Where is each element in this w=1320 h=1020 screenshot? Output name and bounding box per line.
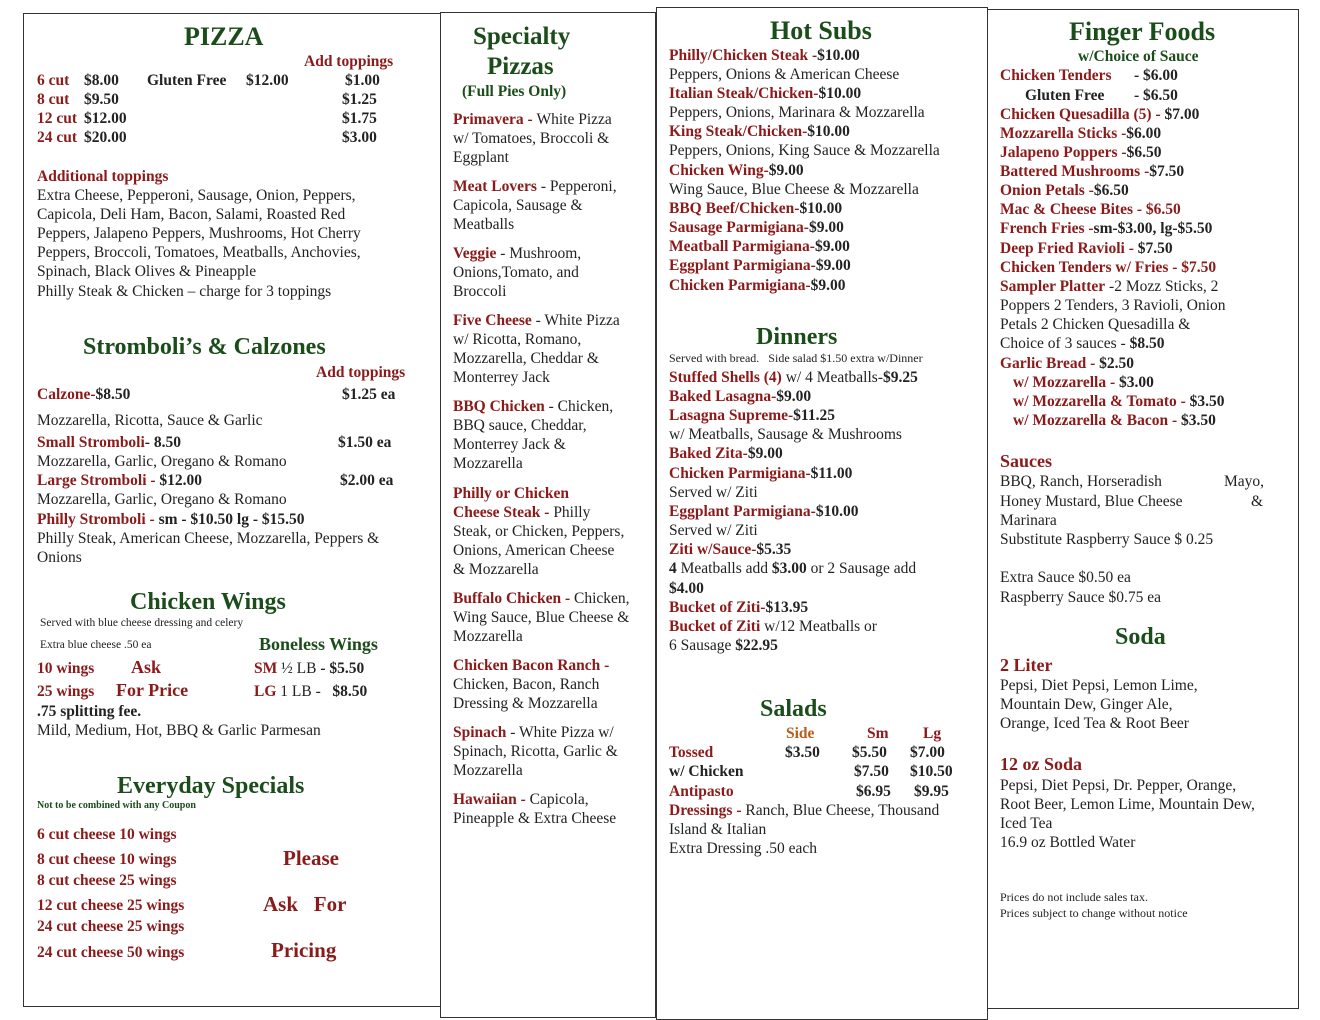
additional-toppings-line: Capicola, Deli Ham, Bacon, Salami, Roasted Red [37, 206, 346, 223]
small-stromboli-topping: $1.50 ea [338, 434, 392, 451]
pizza-size-price: $8.00 [84, 72, 119, 89]
specialty-item: Primavera - White Pizza [453, 111, 612, 128]
finger-item: Mac & Cheese Bites - $6.50 [1000, 201, 1181, 218]
salad-sm-price: $5.50 [852, 744, 887, 761]
finger-item: w/ Mozzarella & Tomato - $3.50 [1013, 393, 1225, 410]
sauces-line: & [1251, 493, 1264, 510]
small-stromboli-row: Small Stromboli- 8.50 [37, 434, 181, 451]
specialty-item: Meat Lovers - Pepperoni, [453, 178, 617, 195]
sauces-title: Sauces [1000, 451, 1053, 471]
finger-price: - $6.00 [1134, 67, 1178, 84]
dinner-item: Eggplant Parmigiana-$10.00 [669, 503, 859, 520]
additional-toppings-line: Philly Steak & Chicken – charge for 3 toppings [37, 283, 332, 300]
dinner-desc: 4 Meatballs add $3.00 or 2 Sausage add [669, 560, 917, 577]
pizza-size-cut: 12 cut [37, 110, 78, 127]
soda-line: 16.9 oz Bottled Water [1000, 834, 1136, 851]
dinner-item: Bucket of Ziti w/12 Meatballs or [669, 618, 877, 635]
wings-extra-note: Extra blue cheese .50 ea [40, 639, 152, 651]
tax-note: Prices do not include sales tax. [1000, 890, 1148, 904]
finger-item: Deep Fried Ravioli - $7.50 [1000, 240, 1173, 257]
sauces-line: Extra Sauce $0.50 ea [1000, 569, 1131, 586]
finger-item: Onion Petals -$6.50 [1000, 182, 1129, 199]
salad-sm-price: $7.50 [854, 763, 889, 780]
pizza-title: PIZZA [184, 22, 264, 51]
sub-item: Italian Steak/Chicken-$10.00 [669, 85, 862, 102]
specialty-item: BBQ Chicken - Chicken, [453, 398, 614, 415]
pizza-size-price: $9.50 [84, 91, 119, 108]
wings-ask: Ask [131, 657, 162, 677]
specialty-title-1: Specialty [473, 23, 571, 50]
finger-desc: Petals 2 Chicken Quesadilla & [1000, 316, 1191, 333]
specialty-subtitle: (Full Pies Only) [462, 83, 567, 100]
pizza-size-cut: 6 cut [37, 72, 70, 89]
soda-line: Iced Tea [1000, 815, 1053, 832]
specialty-item-line: Spinach, Ricotta, Garlic & [453, 743, 618, 760]
calzone-desc: Mozzarella, Ricotta, Sauce & Garlic [37, 412, 263, 429]
specialty-item-line: Cheese Steak - Philly [453, 504, 591, 521]
sauces-line: Raspberry Sauce $0.75 ea [1000, 589, 1161, 606]
specialty-item: Veggie - Mushroom, [453, 245, 582, 262]
large-stromboli-row: Large Stromboli - $12.00 [37, 472, 203, 489]
pizza-size-topping: $1.75 [342, 110, 377, 127]
dinner-item: Baked Zita-$9.00 [669, 445, 783, 462]
gluten-free-price: $12.00 [246, 72, 289, 89]
sub-item: Sausage Parmigiana-$9.00 [669, 219, 844, 236]
special-item: 8 cut cheese 25 wings [37, 872, 177, 889]
specials-title: Everyday Specials [117, 773, 305, 799]
additional-toppings-title: Additional toppings [37, 168, 169, 185]
sub-item: Eggplant Parmigiana-$9.00 [669, 257, 851, 274]
salad-dressings-line: Island & Italian [669, 821, 767, 838]
pizza-size-topping: $1.25 [342, 91, 377, 108]
dinner-desc: Served w/ Ziti [669, 522, 758, 539]
sub-desc: Peppers, Onions, King Sauce & Mozzarella [669, 142, 940, 159]
sauces-line: Mayo, [1224, 473, 1265, 490]
sub-item: Meatball Parmigiana-$9.00 [669, 238, 850, 255]
specialty-title-2: Pizzas [487, 53, 554, 80]
special-item: 24 cut cheese 50 wings [37, 944, 185, 961]
special-item: 8 cut cheese 10 wings [37, 851, 177, 868]
specialty-item: Philly or Chicken [453, 485, 569, 502]
soda-title: Soda [1115, 624, 1166, 650]
pizza-size-cut: 24 cut [37, 129, 78, 146]
additional-toppings-line: Extra Cheese, Pepperoni, Sausage, Onion, Peppers, [37, 187, 356, 204]
specialty-item: Spinach - White Pizza w/ [453, 724, 614, 741]
philly-stromboli-row: Philly Stromboli - sm - $10.50 lg - $15.50 [37, 511, 305, 528]
specialty-item-line: w/ Tomatoes, Broccoli & [453, 130, 610, 147]
pizza-size-price: $20.00 [84, 129, 127, 146]
special-item: 6 cut cheese 10 wings [37, 826, 177, 843]
finger-item: Gluten Free [1025, 87, 1105, 104]
large-stromboli-desc: Mozzarella, Garlic, Oregano & Romano [37, 491, 287, 508]
specialty-item: Hawaiian - Capicola, [453, 791, 589, 808]
specialty-item-line: Dressing & Mozzarella [453, 695, 598, 712]
soda-line: Mountain Dew, Ginger Ale, [1000, 696, 1173, 713]
philly-stromboli-desc: Philly Steak, American Cheese, Mozzarella, Peppers & [37, 530, 380, 547]
specialty-item-line: Steak, or Chicken, Peppers, [453, 523, 625, 540]
dinner-item: Stuffed Shells (4) w/ 4 Meatballs-$9.25 [669, 369, 918, 386]
sub-item: Philly/Chicken Steak -$10.00 [669, 47, 860, 64]
soda-line: Orange, Iced Tea & Root Beer [1000, 715, 1189, 732]
finger-title: Finger Foods [1069, 17, 1216, 46]
salads-header-side: Side [786, 725, 815, 742]
specialty-item-line: Mozzarella, Cheddar & [453, 350, 599, 367]
finger-item: Sampler Platter -2 Mozz Sticks, 2 [1000, 278, 1219, 295]
salad-extra-dressing: Extra Dressing .50 each [669, 840, 818, 857]
specialty-item: Five Cheese - White Pizza [453, 312, 620, 329]
finger-desc: Poppers 2 Tenders, 3 Ravioli, Onion [1000, 297, 1226, 314]
special-item: 12 cut cheese 25 wings [37, 897, 185, 914]
salad-lg-price: $9.95 [914, 783, 949, 800]
salads-title: Salads [760, 696, 827, 722]
wings-for-price: For Price [116, 680, 189, 700]
dinner-item: Lasagna Supreme-$11.25 [669, 407, 835, 424]
small-stromboli-desc: Mozzarella, Garlic, Oregano & Romano [37, 453, 287, 470]
specialty-item-line: Broccoli [453, 283, 507, 300]
specialty-item-line: Mozzarella [453, 455, 523, 472]
sub-item: Chicken Wing-$9.00 [669, 162, 804, 179]
specialty-item-line: BBQ sauce, Cheddar, [453, 417, 587, 434]
wings-10-label: 10 wings [37, 660, 95, 677]
sub-desc: Peppers, Onions, Marinara & Mozzarella [669, 104, 925, 121]
specialty-item-line: Meatballs [453, 216, 515, 233]
soda-line: Root Beer, Lemon Lime, Mountain Dew, [1000, 796, 1255, 813]
sauces-line: Marinara [1000, 512, 1057, 529]
pizza-size-cut: 8 cut [37, 91, 70, 108]
wings-25-label: 25 wings [37, 683, 95, 700]
specialty-item-line: Capicola, Sausage & [453, 197, 583, 214]
stromboli-add-toppings: Add toppings [316, 364, 406, 381]
salads-header-sm: Sm [867, 725, 889, 742]
boneless-lg-row: LG 1 LB - $8.50 [254, 683, 368, 700]
finger-item: Chicken Tenders [1000, 67, 1112, 84]
soda-line: Pepsi, Diet Pepsi, Dr. Pepper, Orange, [1000, 777, 1237, 794]
salad-name: w/ Chicken [669, 763, 744, 780]
finger-item: Chicken Quesadilla (5) - $7.00 [1000, 106, 1200, 123]
soda-line: Pepsi, Diet Pepsi, Lemon Lime, [1000, 677, 1198, 694]
wings-flavors: Mild, Medium, Hot, BBQ & Garlic Parmesan [37, 722, 321, 739]
wings-title: Chicken Wings [130, 589, 286, 615]
subs-title: Hot Subs [770, 16, 872, 45]
dinner-desc: 6 Sausage $22.95 [669, 637, 778, 654]
finger-price: - $6.50 [1134, 87, 1178, 104]
soda-12oz-title: 12 oz Soda [1000, 754, 1083, 774]
sub-desc: Peppers, Onions & American Cheese [669, 66, 900, 83]
specials-note: Not to be combined with any Coupon [37, 800, 196, 811]
dinner-item: Chicken Parmigiana-$11.00 [669, 465, 853, 482]
dinner-desc: w/ Meatballs, Sausage & Mushrooms [669, 426, 902, 443]
specialty-item-line: Pineapple & Extra Cheese [453, 810, 617, 827]
finger-item: Chicken Tenders w/ Fries - $7.50 [1000, 259, 1217, 276]
finger-item: French Fries -sm-$3.00, lg-$5.50 [1000, 220, 1213, 237]
dinners-note: Served with bread. Side salad $1.50 extra w/Dinner [669, 351, 923, 365]
soda-2liter-title: 2 Liter [1000, 655, 1053, 675]
salad-dressings: Dressings - Ranch, Blue Cheese, Thousand [669, 802, 940, 819]
specialty-item-line: Wing Sauce, Blue Cheese & [453, 609, 630, 626]
sauces-line: Substitute Raspberry Sauce $ 0.25 [1000, 531, 1214, 548]
dinner-item: Ziti w/Sauce-$5.35 [669, 541, 792, 558]
salad-sm-price: $6.95 [856, 783, 891, 800]
finger-item: Garlic Bread - $2.50 [1000, 355, 1135, 372]
specials-pricing: Pricing [271, 938, 337, 962]
salad-name: Tossed [669, 744, 714, 761]
boneless-sm-row: SM ½ LB - $5.50 [254, 660, 365, 677]
dinners-title: Dinners [756, 324, 838, 350]
finger-item: Mozzarella Sticks -$6.00 [1000, 125, 1162, 142]
sub-item: Chicken Parmigiana-$9.00 [669, 277, 846, 294]
sub-desc: Wing Sauce, Blue Cheese & Mozzarella [669, 181, 919, 198]
sauces-line: BBQ, Ranch, Horseradish [1000, 473, 1162, 490]
sub-item: King Steak/Chicken-$10.00 [669, 123, 850, 140]
boneless-wings-title: Boneless Wings [259, 634, 378, 654]
dinner-desc: $4.00 [669, 580, 704, 597]
dinner-item: Bucket of Ziti-$13.95 [669, 599, 809, 616]
wings-split-fee: .75 splitting fee. [37, 703, 142, 720]
additional-toppings-line: Peppers, Broccoli, Tomatoes, Meatballs, Anchovies, [37, 244, 361, 261]
finger-item: Battered Mushrooms -$7.50 [1000, 163, 1185, 180]
specialty-item-line: & Mozzarella [453, 561, 539, 578]
pizza-size-topping: $1.00 [345, 72, 380, 89]
additional-toppings-line: Peppers, Jalapeno Peppers, Mushrooms, Hot Cherry [37, 225, 361, 242]
salad-side-price: $3.50 [785, 744, 820, 761]
dinner-desc: Served w/ Ziti [669, 484, 758, 501]
pizza-size-price: $12.00 [84, 110, 127, 127]
specialty-item-line: Chicken, Bacon, Ranch [453, 676, 600, 693]
specialty-item-line: Onions, American Cheese [453, 542, 615, 559]
finger-item: Jalapeno Poppers -$6.50 [1000, 144, 1162, 161]
finger-item: w/ Mozzarella & Bacon - $3.50 [1013, 412, 1216, 429]
specialty-item-line: w/ Ricotta, Romano, [453, 331, 582, 348]
salad-lg-price: $10.50 [910, 763, 953, 780]
salads-header-lg: Lg [923, 725, 942, 742]
philly-stromboli-desc: Onions [37, 549, 82, 566]
specialty-item: Chicken Bacon Ranch - [453, 657, 610, 674]
gluten-free-label: Gluten Free [147, 72, 227, 89]
finger-item: w/ Mozzarella - $3.00 [1013, 374, 1154, 391]
special-item: 24 cut cheese 25 wings [37, 918, 185, 935]
finger-subtitle: w/Choice of Sauce [1078, 48, 1199, 65]
dinner-item: Baked Lasagna-$9.00 [669, 388, 812, 405]
salad-lg-price: $7.00 [910, 744, 945, 761]
additional-toppings-line: Spinach, Black Olives & Pineapple [37, 263, 257, 280]
specials-please: Please [283, 846, 339, 870]
sauces-line: Honey Mustard, Blue Cheese [1000, 493, 1183, 510]
wings-served-note: Served with blue cheese dressing and celery [40, 617, 244, 629]
calzone-topping: $1.25 ea [342, 386, 396, 403]
stromboli-title: Stromboli’s & Calzones [83, 334, 326, 360]
specialty-item: Buffalo Chicken - Chicken, [453, 590, 630, 607]
pizza-size-topping: $3.00 [342, 129, 377, 146]
specialty-item-line: Onions,Tomato, and [453, 264, 579, 281]
specialty-item-line: Eggplant [453, 149, 509, 166]
large-stromboli-topping: $2.00 ea [340, 472, 394, 489]
pizza-add-toppings: Add toppings [304, 53, 394, 70]
specialty-item-line: Monterrey Jack [453, 369, 550, 386]
change-note: Prices subject to change without notice [1000, 906, 1188, 920]
specials-ask-for: Ask For [263, 892, 347, 916]
sub-item: BBQ Beef/Chicken-$10.00 [669, 200, 843, 217]
salad-name: Antipasto [669, 783, 734, 800]
specialty-item-line: Mozzarella [453, 762, 523, 779]
specialty-item-line: Mozzarella [453, 628, 523, 645]
specialty-item-line: Monterrey Jack & [453, 436, 566, 453]
finger-desc: Choice of 3 sauces - $8.50 [1000, 335, 1165, 352]
calzone-row: Calzone-$8.50 [37, 386, 131, 403]
